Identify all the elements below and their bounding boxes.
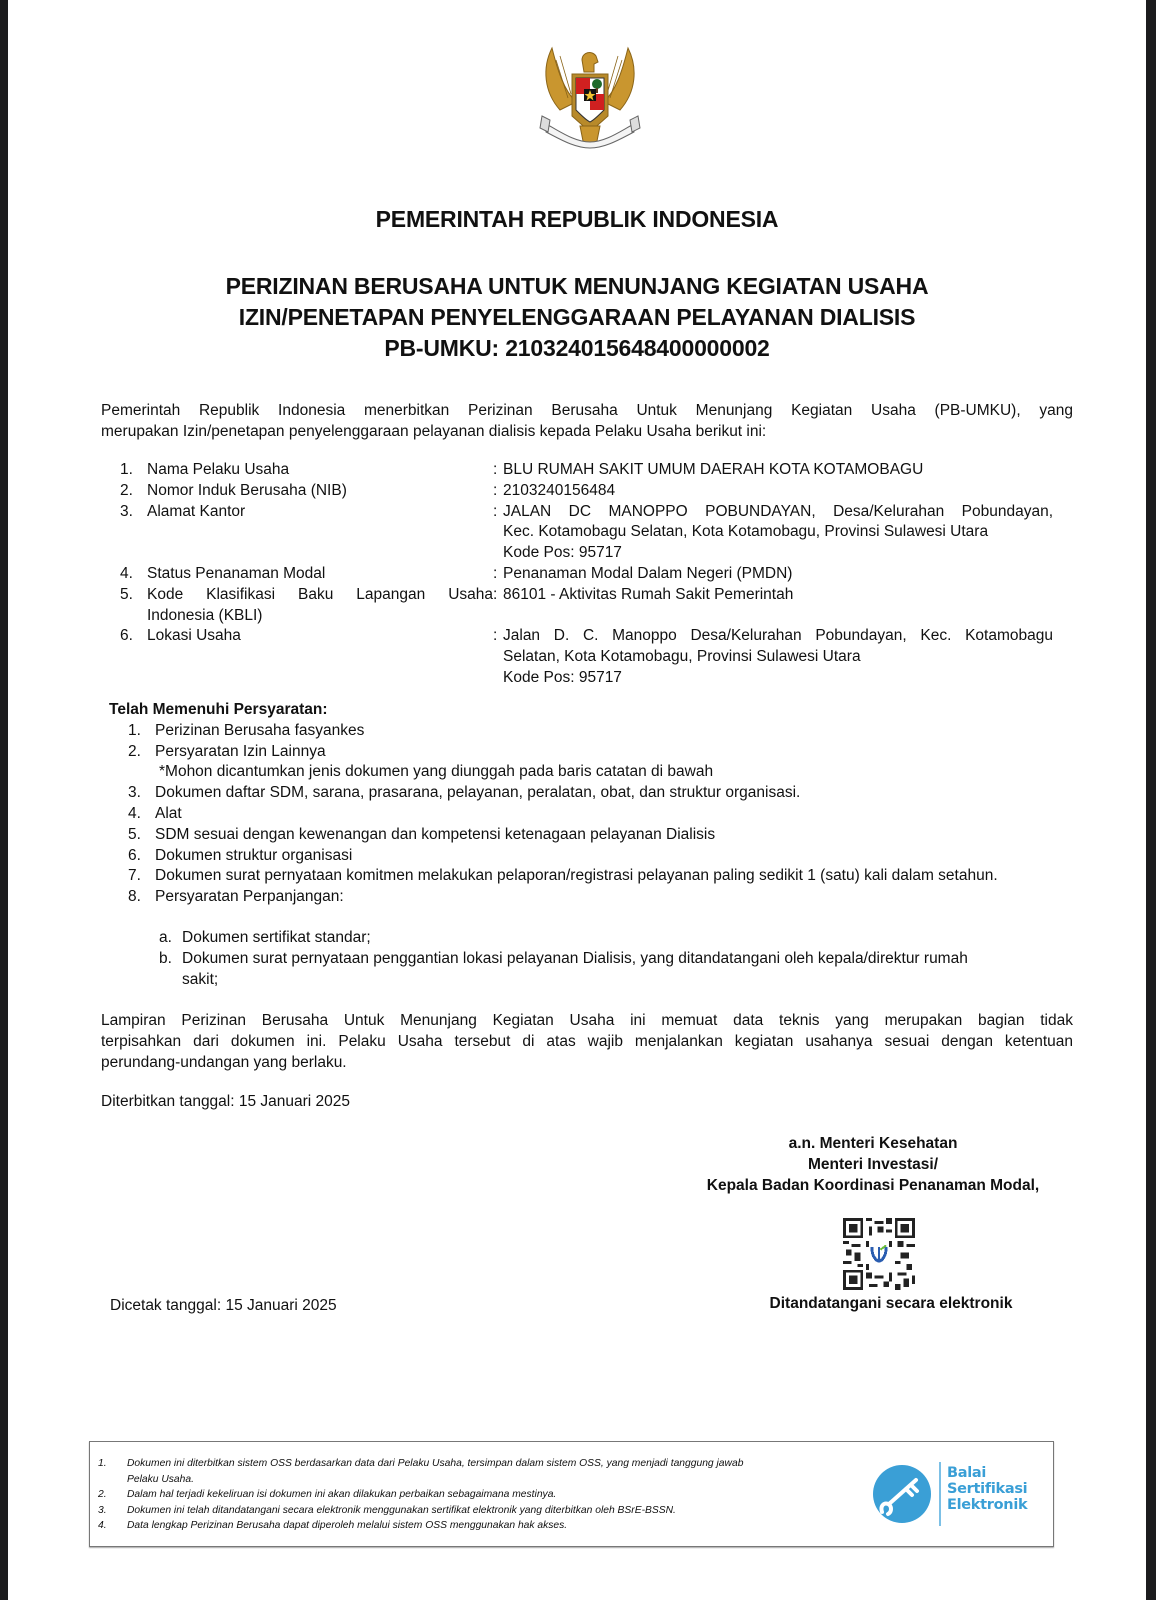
field-number: 6. bbox=[120, 627, 133, 645]
requirement-item bbox=[109, 887, 1069, 908]
requirement-item bbox=[109, 742, 1069, 763]
field-label-continuation: Indonesia (KBLI) bbox=[147, 606, 263, 624]
field-label: Nomor Induk Berusaha (NIB) bbox=[147, 481, 347, 499]
footer-note-text: Dalam hal terjadi kekeliruan isi dokumen ini akan dilakukan perbaikan sebagaimana mestinya. bbox=[127, 1489, 557, 1500]
field-value bbox=[503, 626, 1053, 688]
requirement-number: 3. bbox=[128, 784, 141, 802]
requirements-heading: Telah Memenuhi Persyaratan: bbox=[109, 701, 328, 718]
title-line-1: PERIZINAN BERUSAHA UNTUK MENUNJANG KEGIATAN USAHA bbox=[225, 273, 929, 299]
requirement-item bbox=[109, 846, 1069, 867]
field-value-line: Kode Pos: 95717 bbox=[503, 668, 622, 686]
field-row bbox=[120, 502, 1080, 564]
field-value bbox=[503, 481, 1053, 502]
field-row bbox=[120, 585, 1080, 606]
field-value bbox=[503, 460, 1053, 481]
requirement-number: 8. bbox=[128, 888, 141, 906]
requirement-text: Persyaratan Izin Lainnya bbox=[155, 742, 326, 760]
field-value-line: JALAN DC MANOPPO POBUNDAYAN, Desa/Kelurahan Pobundayan, bbox=[503, 502, 1053, 520]
field-label: Kode Klasifikasi Baku Lapangan Usaha bbox=[147, 585, 493, 603]
footer-note-number: 3. bbox=[98, 1504, 107, 1516]
field-row bbox=[120, 460, 1080, 481]
footer-note bbox=[98, 1503, 858, 1519]
field-label: Nama Pelaku Usaha bbox=[147, 461, 290, 478]
field-number: 1. bbox=[120, 461, 133, 478]
signatory-line-1: a.n. Menteri Kesehatan bbox=[788, 1135, 958, 1152]
footer-note-number: 1. bbox=[98, 1458, 107, 1469]
requirement-item bbox=[109, 804, 1069, 825]
field-number: 3. bbox=[120, 502, 133, 520]
footer-note-number: 4. bbox=[98, 1520, 107, 1531]
sub-item-letter: a. bbox=[159, 928, 172, 946]
signed-electronically-note: Ditandatangani secara elektronik bbox=[769, 1295, 1013, 1312]
requirement-text: Perizinan Berusaha fasyankes bbox=[155, 721, 365, 739]
field-value-line: Selatan, Kota Kotamobagu, Provinsi Sulawesi Utara bbox=[503, 648, 861, 666]
document-title bbox=[8, 271, 1146, 364]
footer-note-text: Dokumen ini telah ditandatangani secara elektronik menggunakan sertifikat elektronik yang diterbitkan oleh BSrE-BSSN. bbox=[127, 1504, 676, 1516]
field-value bbox=[503, 502, 1053, 564]
logo-divider bbox=[939, 1462, 941, 1526]
document-page bbox=[8, 0, 1146, 1600]
requirement-text: SDM sesuai dengan kewenangan dan kompetensi ketenagaan pelayanan Dialisis bbox=[155, 825, 716, 843]
logo-line-3: Elektronik bbox=[947, 1497, 1028, 1513]
closing-line-2: terpisahkan dari dokumen ini. Pelaku Usaha tersebut di atas wajib menjalankan kegiatan usahanya sesuai dengan ketentuan bbox=[101, 1033, 1073, 1050]
requirement-item bbox=[109, 783, 1069, 804]
requirement-number: 6. bbox=[128, 846, 141, 864]
requirement-number: 4. bbox=[128, 804, 141, 822]
field-colon: : bbox=[493, 564, 498, 582]
requirements-section bbox=[109, 700, 1069, 990]
title-line-2: IZIN/PENETAPAN PENYELENGGARAAN PELAYANAN DIALISIS bbox=[238, 304, 916, 330]
business-details bbox=[120, 460, 1080, 689]
sub-item-text: Dokumen surat pernyataan penggantian lokasi pelayanan Dialisis, yang ditandatangani oleh kepala/direktur rumah bbox=[182, 949, 968, 967]
requirement-number: 1. bbox=[128, 721, 141, 739]
intro-line-1: Pemerintah Republik Indonesia menerbitkan Perizinan Berusaha Untuk Menunjang Kegiatan Usaha (PB-UMKU), yang bbox=[101, 402, 1073, 419]
field-row bbox=[120, 626, 1080, 688]
field-colon: : bbox=[493, 627, 498, 645]
signatory-line-3: Kepala Badan Koordinasi Penanaman Modal, bbox=[706, 1177, 1040, 1194]
field-label: Status Penanaman Modal bbox=[147, 564, 326, 582]
logo-line-2: Sertifikasi bbox=[947, 1481, 1028, 1497]
field-value-line: Penanaman Modal Dalam Negeri (PMDN) bbox=[503, 564, 793, 582]
field-value-line: Jalan D. C. Manoppo Desa/Kelurahan Pobundayan, Kec. Kotamobagu bbox=[503, 627, 1053, 645]
requirement-note: *Mohon dicantumkan jenis dokumen yang diunggah pada baris catatan di bawah bbox=[159, 763, 714, 781]
field-colon: : bbox=[493, 481, 498, 499]
requirement-text: Persyaratan Perpanjangan: bbox=[155, 888, 344, 906]
closing-line-1: Lampiran Perizinan Berusaha Untuk Menunjang Kegiatan Usaha ini memuat data teknis yang merupakan bagian tidak bbox=[101, 1012, 1073, 1029]
footer-note-number: 2. bbox=[98, 1489, 107, 1500]
requirement-text: Alat bbox=[155, 804, 182, 822]
requirement-number: 2. bbox=[128, 742, 141, 760]
field-number: 5. bbox=[120, 585, 133, 603]
printed-date: Dicetak tanggal: 15 Januari 2025 bbox=[110, 1297, 337, 1314]
requirement-item bbox=[109, 721, 1069, 742]
bsre-logo bbox=[870, 1454, 1045, 1534]
field-row bbox=[120, 564, 1080, 585]
sub-item-text: Dokumen sertifikat standar; bbox=[182, 928, 371, 946]
closing-paragraph bbox=[101, 1010, 1073, 1073]
field-value-line: Kode Pos: 95717 bbox=[503, 544, 622, 562]
requirement-text: Dokumen struktur organisasi bbox=[155, 846, 353, 864]
footer-note-text: Dokumen ini diterbitkan sistem OSS berdasarkan data dari Pelaku Usaha, tersimpan dalam sistem OSS, yang menjadi tanggung jawab bbox=[127, 1458, 744, 1469]
sub-item bbox=[159, 928, 1069, 949]
field-value-line: 2103240156484 bbox=[503, 481, 616, 499]
issued-date: Diterbitkan tanggal: 15 Januari 2025 bbox=[101, 1093, 351, 1110]
field-value-line: BLU RUMAH SAKIT UMUM DAERAH KOTA KOTAMOBAGU bbox=[503, 461, 924, 478]
field-value-line: Kec. Kotamobagu Selatan, Kota Kotamobagu, Provinsi Sulawesi Utara bbox=[503, 523, 989, 541]
footer-note bbox=[98, 1456, 858, 1472]
intro-line-2: merupakan Izin/penetapan penyelenggaraan pelayanan dialisis kepada Pelaku Usaha berikut ini: bbox=[101, 423, 767, 440]
footer-notes-list bbox=[98, 1456, 858, 1534]
sub-item-continuation: sakit; bbox=[182, 970, 219, 988]
garuda-pancasila-emblem-icon bbox=[538, 46, 642, 154]
field-colon: : bbox=[493, 502, 498, 520]
title-line-3: PB-UMKU: 210324015648400000002 bbox=[384, 335, 770, 361]
intro-paragraph bbox=[101, 400, 1073, 442]
field-number: 4. bbox=[120, 564, 133, 582]
requirement-number: 7. bbox=[128, 867, 141, 885]
footer-note bbox=[98, 1487, 858, 1503]
bsre-logo-text bbox=[947, 1465, 1027, 1513]
field-colon: : bbox=[493, 461, 498, 478]
renewal-sub-items bbox=[109, 928, 1069, 990]
logo-line-1: Balai bbox=[947, 1465, 987, 1481]
field-value bbox=[503, 585, 1053, 606]
footer-note-continuation: Pelaku Usaha. bbox=[127, 1473, 194, 1485]
requirement-item bbox=[109, 866, 1069, 887]
closing-line-3: perundang-undangan yang berlaku. bbox=[101, 1054, 347, 1071]
requirement-text: Dokumen daftar SDM, sarana, prasarana, pelayanan, peralatan, obat, dan struktur organisasi. bbox=[155, 784, 801, 802]
signatory-line-2: Menteri Investasi/ bbox=[807, 1156, 939, 1173]
government-heading: PEMERINTAH REPUBLIK INDONESIA bbox=[375, 206, 779, 232]
field-value-line: 86101 - Aktivitas Rumah Sakit Pemerintah bbox=[503, 585, 794, 603]
field-value bbox=[503, 564, 1053, 585]
signature-block bbox=[680, 1133, 1066, 1196]
field-label: Alamat Kantor bbox=[147, 502, 246, 520]
field-number: 2. bbox=[120, 481, 133, 499]
requirement-item bbox=[109, 825, 1069, 846]
footer-note bbox=[98, 1518, 858, 1534]
requirement-number: 5. bbox=[128, 825, 141, 843]
qr-code-signature-icon[interactable] bbox=[843, 1218, 915, 1290]
field-row bbox=[120, 481, 1080, 502]
sub-item-letter: b. bbox=[159, 949, 172, 967]
field-colon: : bbox=[493, 585, 498, 603]
footer-note-text: Data lengkap Perizinan Berusaha dapat diperoleh melalui sistem OSS menggunakan hak akses. bbox=[127, 1520, 568, 1531]
field-label: Lokasi Usaha bbox=[147, 627, 241, 645]
sub-item bbox=[159, 949, 1069, 970]
footer-notes-box bbox=[89, 1441, 1054, 1547]
bsre-key-logo-icon bbox=[870, 1462, 934, 1526]
requirement-text: Dokumen surat pernyataan komitmen melakukan pelaporan/registrasi pelayanan paling sedikit 1 (satu) kali dalam setahun. bbox=[155, 867, 998, 885]
